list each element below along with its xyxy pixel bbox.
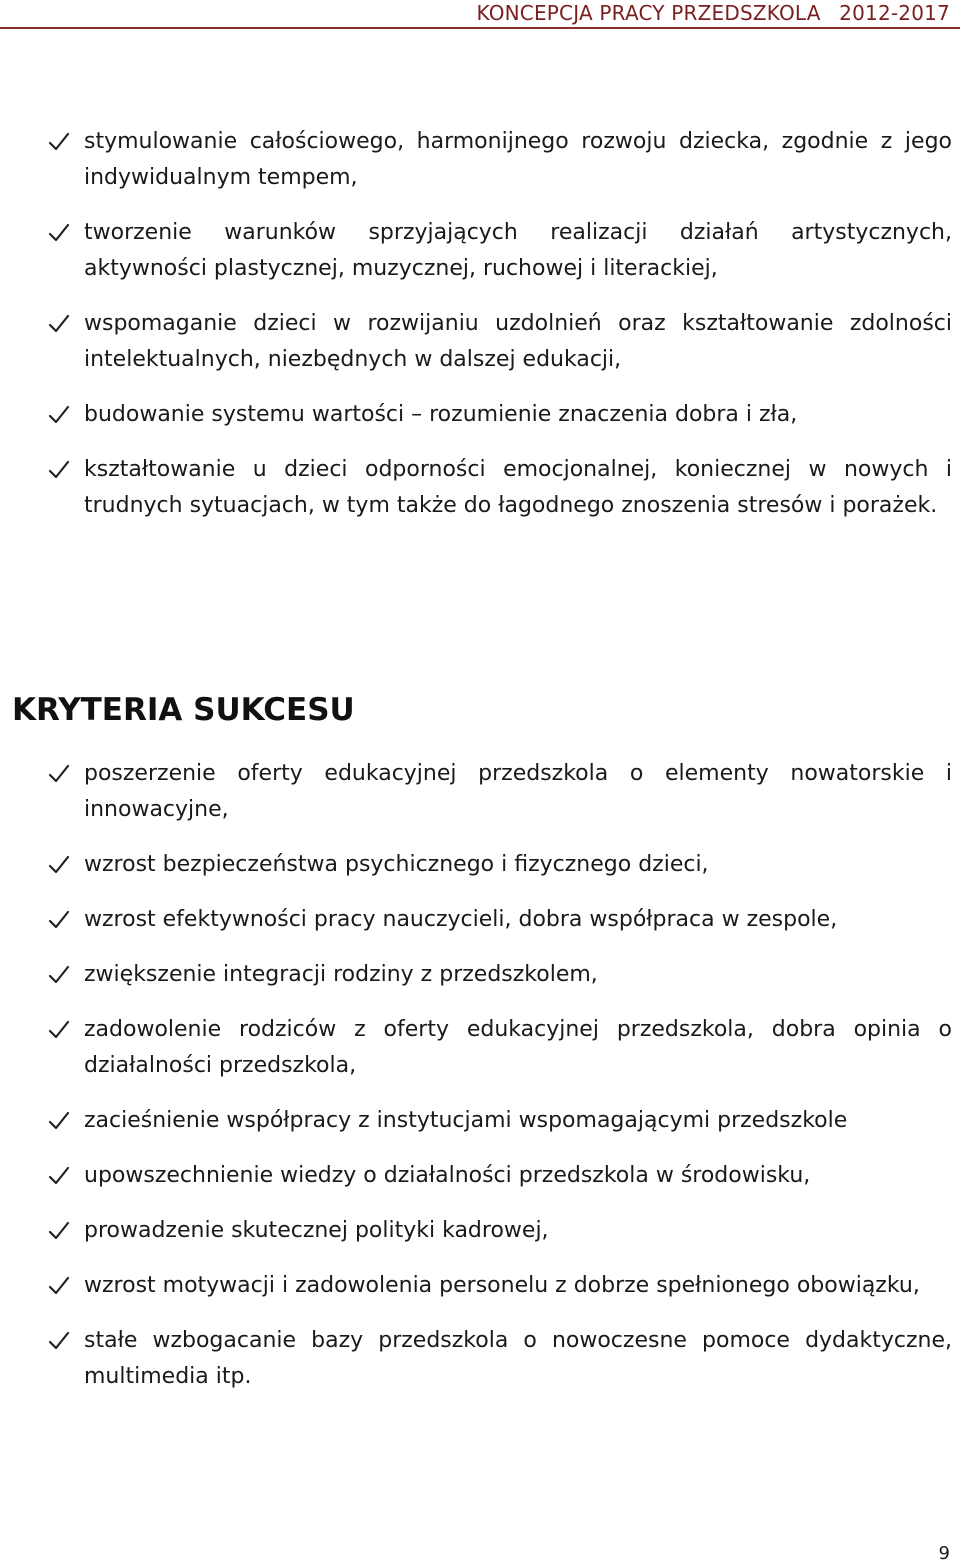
checkmark-icon — [48, 756, 72, 792]
header-title — [476, 0, 950, 26]
header-divider — [0, 27, 960, 29]
list-item-text: wzrost bezpieczeństwa psychicznego i fizycznego dzieci, — [84, 852, 709, 877]
list-item-text: upowszechnienie wiedzy o działalności przedszkola w środowisku, — [84, 1163, 811, 1188]
list-item — [0, 902, 960, 938]
list-item — [0, 756, 960, 828]
checkmark-icon — [48, 1213, 72, 1249]
checkmark-icon — [48, 902, 72, 938]
checkmark-icon — [48, 124, 72, 160]
list-item — [0, 306, 960, 378]
list-item-text: zwiększenie integracji rodziny z przedszkolem, — [84, 962, 598, 987]
list-item-text: wzrost motywacji i zadowolenia personelu z dobrze spełnionego obowiązku, — [84, 1273, 920, 1298]
checkmark-icon — [48, 1323, 72, 1359]
section-heading-success-criteria: KRYTERIA SUKCESU — [12, 692, 355, 728]
goals-list — [0, 124, 960, 543]
checkmark-icon — [48, 1158, 72, 1194]
header-years: 2012-2017 — [839, 1, 950, 25]
list-item — [0, 1103, 960, 1139]
page-header — [0, 0, 960, 28]
list-item — [0, 397, 960, 433]
list-item — [0, 215, 960, 287]
checkmark-icon — [48, 452, 72, 488]
list-item — [0, 1323, 960, 1395]
header-document-title: KONCEPCJA PRACY PRZEDSZKOLA — [476, 1, 821, 25]
list-item — [0, 1158, 960, 1194]
list-item — [0, 847, 960, 883]
list-item — [0, 1213, 960, 1249]
checkmark-icon — [48, 306, 72, 342]
list-item-text: zadowolenie rodziców z oferty edukacyjnej przedszkola, dobra opinia o działalności przedszkola, — [84, 1017, 952, 1078]
list-item-text: stałe wzbogacanie bazy przedszkola o nowoczesne pomoce dydaktyczne, multimedia itp. — [84, 1328, 952, 1389]
list-item — [0, 1268, 960, 1304]
list-item — [0, 957, 960, 993]
list-item — [0, 452, 960, 524]
checkmark-icon — [48, 847, 72, 883]
list-item-text: wspomaganie dzieci w rozwijaniu uzdolnień oraz kształtowanie zdolności intelektualnych, niezbędnych w dalszej edukacji, — [84, 311, 952, 372]
checkmark-icon — [48, 1268, 72, 1304]
list-item-text: stymulowanie całościowego, harmonijnego rozwoju dziecka, zgodnie z jego indywidualnym tempem, — [84, 129, 952, 190]
list-item-text: zacieśnienie współpracy z instytucjami wspomagającymi przedszkole — [84, 1108, 848, 1133]
list-item — [0, 1012, 960, 1084]
checkmark-icon — [48, 957, 72, 993]
list-item-text: budowanie systemu wartości – rozumienie znaczenia dobra i zła, — [84, 402, 798, 427]
list-item-text: tworzenie warunków sprzyjających realizacji działań artystycznych, aktywności plastycznej, muzycznej, ruchowej i literackiej, — [84, 220, 952, 281]
checkmark-icon — [48, 397, 72, 433]
checkmark-icon — [48, 1012, 72, 1048]
success-criteria-list — [0, 756, 960, 1414]
checkmark-icon — [48, 215, 72, 251]
list-item-text: wzrost efektywności pracy nauczycieli, dobra współpraca w zespole, — [84, 907, 838, 932]
page-number: 9 — [938, 1543, 950, 1564]
list-item-text: kształtowanie u dzieci odporności emocjonalnej, koniecznej w nowych i trudnych sytuacjach, w tym także do łagodnego znoszenia stresów i porażek. — [84, 457, 952, 518]
checkmark-icon — [48, 1103, 72, 1139]
list-item-text: poszerzenie oferty edukacyjnej przedszkola o elementy nowatorskie i innowacyjne, — [84, 761, 952, 822]
list-item — [0, 124, 960, 196]
list-item-text: prowadzenie skutecznej polityki kadrowej, — [84, 1218, 549, 1243]
